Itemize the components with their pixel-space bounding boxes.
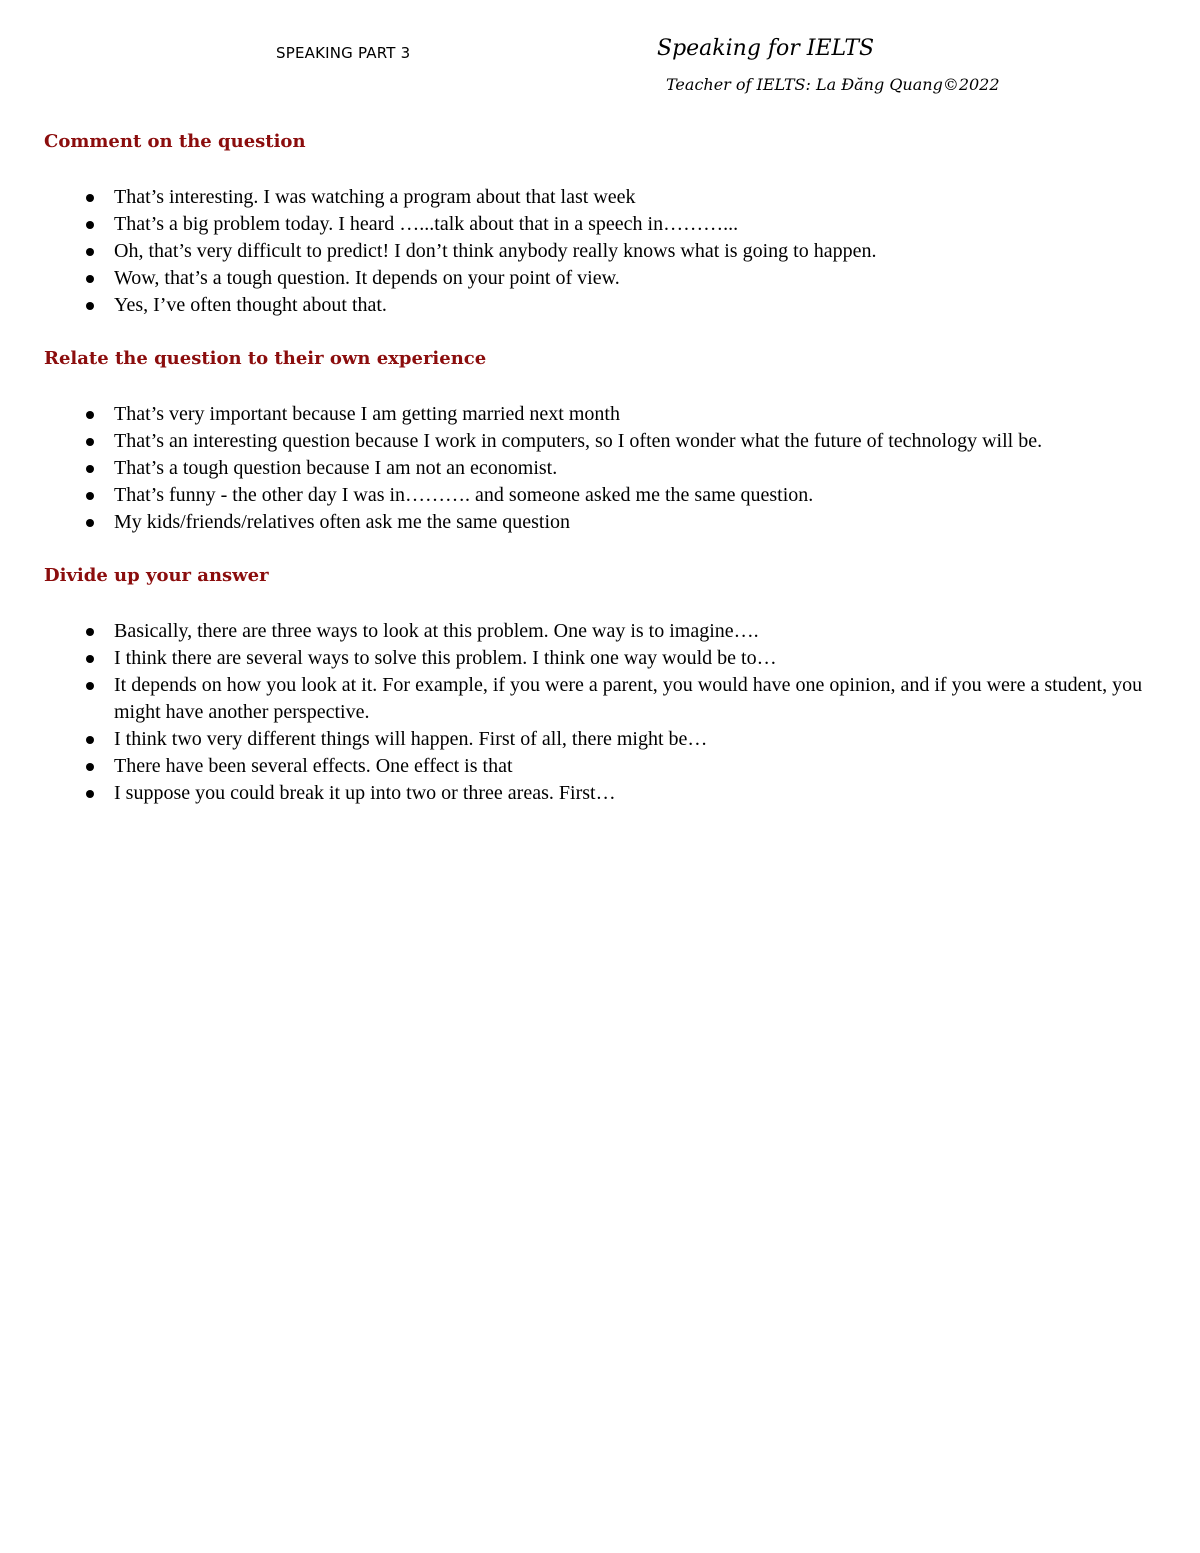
bullet-icon	[86, 655, 94, 663]
list-item-text: That’s a tough question because I am not an economist.	[114, 457, 558, 479]
list-item-text: There have been several effects. One effect is that	[114, 755, 513, 777]
list-item-text: My kids/friends/relatives often ask me the same question	[114, 511, 571, 533]
list-item	[44, 780, 1154, 807]
list-item	[44, 265, 1154, 292]
list-item-text: That’s a big problem today. I heard …...talk about that in a speech in………...	[114, 213, 739, 235]
list-item-text: That’s interesting. I was watching a program about that last week	[114, 186, 636, 208]
list-item-text: I suppose you could break it up into two or three areas. First…	[114, 782, 616, 804]
bullet-icon	[86, 221, 94, 229]
list-item-text: It depends on how you look at it. For example, if you were a parent, you would have one opinion, and if you were a student, you might have another perspective.	[114, 674, 1143, 723]
bullet-icon	[86, 628, 94, 636]
bullet-icon	[86, 248, 94, 256]
list-item-text: I think two very different things will happen. First of all, there might be…	[114, 728, 708, 750]
list-item-text: Oh, that’s very difficult to predict! I don’t think anybody really knows what is going to happen.	[114, 240, 877, 262]
bullet-icon	[86, 790, 94, 798]
bullet-icon	[86, 519, 94, 527]
list-item-text: That’s very important because I am getting married next month	[114, 403, 620, 425]
header-part-label: SPEAKING PART 3	[276, 44, 411, 62]
list-item	[44, 753, 1154, 780]
list-item	[44, 238, 1154, 265]
bullet-icon	[86, 302, 94, 310]
list-item	[44, 455, 1154, 482]
list-item-text: That’s funny - the other day I was in………. and someone asked me the same question.	[114, 484, 814, 506]
list-item-text: I think there are several ways to solve this problem. I think one way would be to…	[114, 647, 777, 669]
list-item-text: Yes, I’ve often thought about that.	[114, 294, 387, 316]
document-body	[44, 128, 1154, 833]
bullet-icon	[86, 736, 94, 744]
list-item-text: Wow, that’s a tough question. It depends on your point of view.	[114, 267, 620, 289]
bullet-icon	[86, 763, 94, 771]
section-heading-comment: Comment on the question	[44, 131, 306, 152]
list-item	[44, 509, 1154, 536]
list-item-text: Basically, there are three ways to look at this problem. One way is to imagine….	[114, 620, 759, 642]
bullet-icon	[86, 492, 94, 500]
list-item	[44, 184, 1154, 211]
list-item	[44, 645, 1154, 672]
bullet-icon	[86, 411, 94, 419]
list-item	[44, 428, 1154, 455]
list-item	[44, 482, 1154, 509]
bullet-icon	[86, 194, 94, 202]
bullet-icon	[86, 275, 94, 283]
list-item	[44, 726, 1154, 753]
list-item	[44, 292, 1154, 319]
list-item	[44, 672, 1154, 726]
list-item	[44, 618, 1154, 645]
list-item	[44, 401, 1154, 428]
bullet-list-comment	[44, 184, 1154, 319]
list-item-text: That’s an interesting question because I work in computers, so I often wonder what the future of technology will be.	[114, 430, 1043, 452]
bullet-icon	[86, 438, 94, 446]
bullet-list-divide	[44, 618, 1154, 807]
bullet-icon	[86, 465, 94, 473]
section-heading-relate: Relate the question to their own experience	[44, 348, 487, 369]
header-subtitle: Teacher of IELTS: La Đăng Quang©2022	[666, 75, 1000, 94]
section-heading-divide: Divide up your answer	[44, 565, 269, 586]
list-item	[44, 211, 1154, 238]
bullet-list-relate	[44, 401, 1154, 536]
header-title: Speaking for IELTS	[657, 36, 875, 61]
bullet-icon	[86, 682, 94, 690]
